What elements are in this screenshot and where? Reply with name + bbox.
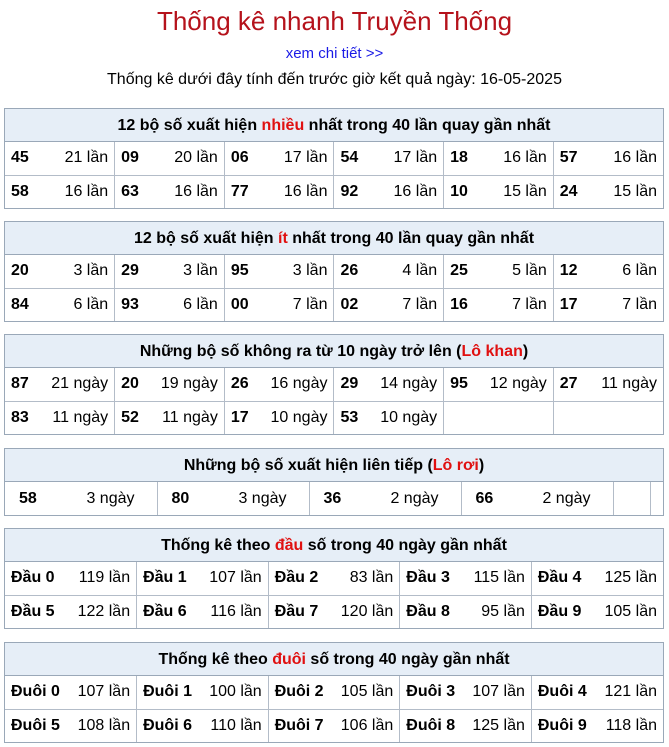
cell-label: 12 (559, 262, 578, 280)
table-cell (115, 142, 225, 175)
cell-label: 92 (340, 182, 359, 200)
cell-count: 7 lần (512, 295, 547, 313)
cell-label: 45 (11, 149, 29, 167)
cell-count: 3 lần (183, 262, 218, 280)
table-cell (115, 175, 225, 208)
table-row (5, 255, 663, 288)
cell-count: 10 ngày (270, 408, 328, 426)
table-cell (115, 401, 225, 434)
cell-label: 18 (450, 149, 468, 167)
duoi-table (5, 676, 663, 742)
title-text: Những bộ số xuất hiện liên tiếp ( (183, 457, 433, 474)
cell-label: 02 (340, 295, 359, 313)
cell-label: Đuôi 7 (274, 716, 324, 734)
title-text: Những bộ số không ra từ 10 ngày trở lên ( (139, 343, 462, 360)
cell-label: 80 (171, 489, 190, 507)
cell-count: 5 lần (512, 262, 547, 280)
table-cell (5, 676, 137, 709)
dau-table (5, 562, 663, 628)
table-cell (224, 368, 334, 401)
title-highlight: ít (278, 230, 288, 247)
khan-table (5, 368, 663, 434)
table-cell (553, 175, 663, 208)
table-cell (5, 142, 115, 175)
table-row (5, 368, 663, 401)
table-cell (137, 595, 269, 628)
cell-count: 120 lần (340, 602, 394, 620)
table-cell (157, 482, 309, 515)
table-cell (268, 562, 400, 595)
cell-count: 105 lần (604, 602, 657, 620)
cell-label: 17 (230, 408, 249, 426)
cell-label: Đầu 2 (274, 569, 319, 587)
cell-count: 11 ngày (601, 375, 657, 393)
table-cell (334, 368, 444, 401)
roi-section-title (5, 449, 663, 482)
table-cell (5, 255, 115, 288)
cell-label: 10 (450, 182, 468, 200)
duoi-section-title (5, 643, 663, 676)
least-section-title (5, 222, 663, 255)
cell-label: 95 (450, 375, 468, 393)
title-text: nhất trong 40 lần quay gần nhất (287, 230, 535, 247)
cell-count: 3 lần (292, 262, 328, 280)
table-cell (444, 255, 554, 288)
cell-count: 11 ngày (52, 408, 109, 426)
table-cell (115, 255, 225, 288)
title-text: nhất trong 40 lần quay gần nhất (304, 117, 551, 134)
table-cell (5, 368, 115, 401)
most-frequent-section (4, 108, 664, 209)
cell-label: Đuôi 9 (537, 716, 587, 734)
cell-label: 84 (11, 295, 29, 313)
cell-count: 16 lần (613, 149, 657, 167)
table-cell (224, 288, 334, 321)
cell-label: Đầu 0 (11, 569, 55, 587)
cell-label: 36 (323, 489, 342, 507)
table-cell (444, 368, 554, 401)
view-details-link[interactable]: xem chi tiết >> (285, 45, 384, 62)
table-cell (224, 142, 334, 175)
title-highlight: Lô rơi (432, 457, 479, 474)
cell-count: 16 lần (174, 182, 218, 200)
cell-count: 16 lần (64, 182, 109, 200)
cell-count: 95 lần (481, 602, 525, 620)
cell-label: 16 (450, 295, 468, 313)
table-cell (553, 142, 663, 175)
table-cell (5, 709, 137, 742)
cell-count: 4 lần (402, 262, 438, 280)
khan-section-title (5, 335, 663, 368)
table-cell (444, 288, 554, 321)
table-cell (137, 562, 269, 595)
cell-count: 19 ngày (160, 375, 218, 393)
table-cell (224, 255, 334, 288)
cell-count: 12 ngày (489, 375, 547, 393)
cell-label: 29 (121, 262, 139, 280)
cell-count: 6 lần (73, 295, 109, 313)
cell-label: 53 (340, 408, 359, 426)
cell-label: 00 (230, 295, 249, 313)
table-cell (115, 368, 225, 401)
cell-count: 2 ngày (390, 489, 439, 507)
table-cell (650, 482, 669, 515)
table-cell (5, 401, 115, 434)
table-cell (268, 595, 400, 628)
table-cell (309, 482, 461, 515)
cell-label: Đầu 7 (274, 602, 319, 620)
cell-label: Đầu 4 (537, 569, 582, 587)
title-text: ) (478, 457, 485, 474)
cell-label: Đầu 1 (143, 569, 187, 587)
cell-count: 107 lần (209, 569, 262, 587)
cell-count: 6 lần (622, 262, 657, 280)
title-text: số trong 40 ngày gần nhất (303, 537, 507, 554)
least-table (5, 255, 663, 321)
table-cell (5, 595, 137, 628)
table-cell (531, 709, 663, 742)
cell-count: 2 ngày (542, 489, 591, 507)
title-highlight: đuôi (272, 651, 306, 668)
cell-count: 115 lần (473, 569, 525, 587)
cell-count: 7 lần (402, 295, 438, 313)
cell-count: 3 ngày (86, 489, 135, 507)
cell-label: 26 (340, 262, 359, 280)
table-cell (444, 175, 554, 208)
cell-label: Đuôi 1 (143, 683, 192, 701)
cell-count: 21 ngày (51, 375, 109, 393)
table-cell (553, 368, 663, 401)
cell-label: Đuôi 2 (274, 683, 324, 701)
table-cell (334, 142, 444, 175)
dau-section-title (5, 529, 663, 562)
cell-label: 09 (121, 149, 139, 167)
table-row (5, 482, 669, 515)
page-subtitle: Thống kê dưới đây tính đến trước giờ kết quả ngày: 16-05-2025 (107, 71, 562, 88)
cell-count: 20 lần (174, 149, 218, 167)
least-frequent-section (4, 221, 664, 322)
cell-label: Đầu 9 (537, 602, 582, 620)
title-text: 12 bộ số xuất hiện (133, 230, 278, 247)
lo-roi-section (4, 448, 664, 516)
lo-khan-section (4, 334, 664, 435)
table-cell (137, 676, 269, 709)
cell-count: 16 lần (393, 182, 438, 200)
cell-label: 93 (121, 295, 139, 313)
cell-label: 77 (230, 182, 249, 200)
title-text: ) (522, 343, 529, 360)
table-cell (400, 595, 532, 628)
table-cell (334, 401, 444, 434)
cell-label: 25 (450, 262, 468, 280)
cell-count: 15 lần (503, 182, 547, 200)
table-row (5, 175, 663, 208)
page-title: Thống kê nhanh Truyền Thống (156, 6, 513, 36)
table-cell (531, 562, 663, 595)
cell-count: 16 lần (503, 149, 547, 167)
table-row (5, 288, 663, 321)
cell-count: 118 lần (605, 716, 657, 734)
cell-label: Đuôi 8 (406, 716, 456, 734)
table-cell (531, 676, 663, 709)
title-text: số trong 40 ngày gần nhất (305, 651, 510, 668)
table-cell (334, 175, 444, 208)
cell-label: Đuôi 5 (11, 716, 60, 734)
title-highlight: đầu (274, 537, 304, 554)
cell-count: 14 ngày (380, 375, 438, 393)
table-cell (137, 709, 269, 742)
cell-label: 26 (230, 375, 249, 393)
cell-label: 52 (121, 408, 139, 426)
table-cell (5, 482, 157, 515)
cell-count: 16 lần (283, 182, 328, 200)
cell-label: Đuôi 6 (143, 716, 192, 734)
most-section-title (5, 109, 663, 142)
cell-label: 54 (340, 149, 359, 167)
cell-label: Đầu 6 (143, 602, 187, 620)
cell-label: 20 (121, 375, 139, 393)
cell-label: Đuôi 4 (537, 683, 587, 701)
cell-label: 95 (230, 262, 249, 280)
cell-label: Đầu 3 (406, 569, 450, 587)
title-text: Thống kê theo (158, 651, 273, 668)
table-cell (268, 676, 400, 709)
table-cell (5, 175, 115, 208)
table-cell (400, 676, 532, 709)
cell-count: 122 lần (77, 602, 131, 620)
cell-count: 100 lần (209, 683, 262, 701)
table-cell (115, 288, 225, 321)
table-row (5, 595, 663, 628)
table-cell (224, 175, 334, 208)
tail-digit-section (4, 642, 664, 743)
cell-label: 87 (11, 375, 29, 393)
cell-count: 106 lần (340, 716, 394, 734)
cell-label: Đầu 5 (11, 602, 55, 620)
table-cell (461, 482, 613, 515)
title-text: 12 bộ số xuất hiện (117, 117, 262, 134)
title-highlight: Lô khan (461, 343, 523, 360)
cell-label: 58 (19, 489, 37, 507)
cell-count: 83 lần (349, 569, 394, 587)
cell-label: 27 (559, 375, 578, 393)
table-cell (400, 562, 532, 595)
cell-label: 57 (559, 149, 578, 167)
cell-count: 17 lần (283, 149, 328, 167)
cell-label: 58 (11, 182, 29, 200)
table-cell (444, 401, 554, 434)
table-row (5, 676, 663, 709)
cell-count: 119 lần (78, 569, 131, 587)
cell-count: 3 lần (73, 262, 109, 280)
cell-count: 6 lần (183, 295, 218, 313)
table-cell (268, 709, 400, 742)
table-cell (553, 288, 663, 321)
cell-count: 15 lần (613, 182, 657, 200)
table-cell (334, 288, 444, 321)
table-cell (553, 401, 663, 434)
cell-label: 24 (559, 182, 578, 200)
cell-count: 21 lần (64, 149, 109, 167)
table-cell (400, 709, 532, 742)
cell-label: 20 (11, 262, 29, 280)
cell-label: 83 (11, 408, 29, 426)
cell-label: 06 (230, 149, 249, 167)
title-text: Thống kê theo (161, 537, 275, 554)
table-cell (334, 255, 444, 288)
cell-label: Đuôi 3 (406, 683, 456, 701)
cell-count: 7 lần (622, 295, 657, 313)
table-cell (531, 595, 663, 628)
table-row (5, 142, 663, 175)
cell-count: 125 lần (472, 716, 525, 734)
cell-label: 17 (559, 295, 578, 313)
cell-count: 3 ngày (238, 489, 287, 507)
cell-count: 110 lần (210, 716, 262, 734)
table-row (5, 562, 663, 595)
table-cell (5, 288, 115, 321)
head-digit-section (4, 528, 664, 629)
cell-count: 17 lần (393, 149, 438, 167)
table-cell (224, 401, 334, 434)
cell-count: 16 ngày (270, 375, 328, 393)
cell-count: 10 ngày (380, 408, 438, 426)
cell-count: 121 lần (604, 683, 657, 701)
cell-label: 29 (340, 375, 359, 393)
cell-count: 105 lần (340, 683, 394, 701)
cell-count: 107 lần (472, 683, 525, 701)
title-highlight: nhiều (261, 117, 305, 134)
cell-count: 11 ngày (162, 408, 218, 426)
cell-label: 66 (475, 489, 494, 507)
most-table (5, 142, 663, 208)
table-cell (613, 482, 650, 515)
cell-count: 116 lần (210, 602, 262, 620)
table-row (5, 709, 663, 742)
cell-count: 7 lần (292, 295, 328, 313)
cell-count: 107 lần (77, 683, 131, 701)
table-cell (553, 255, 663, 288)
table-cell (5, 562, 137, 595)
roi-table (5, 482, 669, 515)
cell-label: Đầu 8 (406, 602, 450, 620)
cell-count: 125 lần (604, 569, 657, 587)
table-cell (444, 142, 554, 175)
cell-label: Đuôi 0 (11, 683, 60, 701)
table-row (5, 401, 663, 434)
cell-count: 108 lần (77, 716, 131, 734)
cell-label: 63 (121, 182, 139, 200)
